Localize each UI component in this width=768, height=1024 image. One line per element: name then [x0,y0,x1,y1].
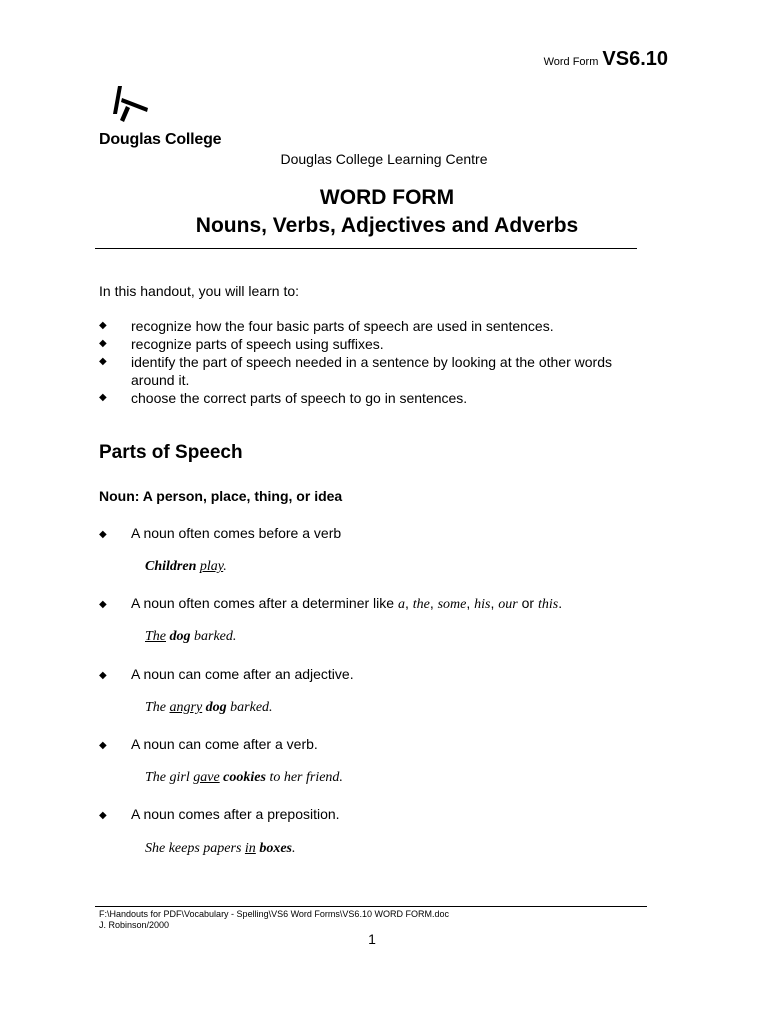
goal-item [99,317,655,335]
example-sentence [145,770,343,786]
rule-item [99,806,340,822]
example-text: The [145,700,170,715]
rule-text: A noun can come after a verb. [131,736,318,752]
diamond-bullet-icon: ◆ [99,670,107,681]
determiner-example: the [412,597,430,612]
rule-item [99,666,354,682]
college-logo-text: Douglas College [99,131,222,148]
diamond-bullet-icon: ◆ [99,338,107,349]
example-text: to her friend. [265,770,343,785]
rule-item: ◆ A noun often comes after a determiner like a, the, some, his, our or this. [99,595,563,612]
example-sentence [145,841,295,857]
diamond-bullet-icon: ◆ [99,356,107,367]
rule-text: A noun can come after an adjective. [131,666,354,682]
diamond-bullet-icon: ◆ [99,392,107,403]
or-word: or [521,595,535,611]
rule-text: A noun often comes before a verb [131,525,342,541]
section-heading: Parts of Speech [99,442,243,463]
determiner-example: some [437,597,467,612]
example-text: She keeps papers [145,841,245,856]
footer-author: J. Robinson/2000 [99,920,170,930]
goal-text: identify the part of speech needed in a sentence by looking at the other words around it. [131,354,612,388]
example-text: . [223,559,227,574]
centre-name: Douglas College Learning Centre [280,151,488,167]
determiner-example: his [474,597,491,612]
example-sentence [145,629,236,645]
diamond-bullet-icon: ◆ [99,529,107,540]
diamond-bullet-icon: ◆ [99,740,107,751]
determiner-example: this [537,597,559,612]
example-noun: dog [205,700,227,715]
diamond-bullet-icon: ◆ [99,320,107,331]
footer-divider [95,906,647,907]
document-reference [544,48,668,71]
example-noun: dog [169,629,191,644]
determiner-example: a [397,597,405,612]
example-noun: cookies [223,770,266,785]
goal-text: choose the correct parts of speech to go in sentences. [131,390,468,406]
example-noun: Children [145,559,197,574]
example-sentence [145,700,273,716]
goal-text: recognize parts of speech using suffixes. [131,336,384,352]
document-title: WORD FORM [319,186,455,209]
example-cue-word: play [199,559,224,574]
example-text: barked. [190,629,237,644]
example-sentence [145,559,227,575]
college-logo-icon [110,84,150,124]
example-noun: boxes [259,841,292,856]
rule-item [99,525,341,541]
document-subtitle: Nouns, Verbs, Adjectives and Adverbs [195,214,579,237]
diamond-bullet-icon: ◆ [99,810,107,821]
example-cue-word: The [145,629,166,644]
example-cue-word: gave [193,770,220,785]
diamond-bullet-icon: ◆ [99,599,107,610]
goal-text: recognize how the four basic parts of speech are used in sentences. [131,318,554,334]
goal-item [99,353,655,389]
page-number: 1 [368,931,376,947]
determiner-example: our [498,597,518,612]
rule-item [99,736,318,752]
goal-item [99,335,655,353]
noun-definition-heading: Noun: A person, place, thing, or idea [99,488,343,504]
example-text: barked. [226,700,273,715]
example-text: The girl [145,770,194,785]
goal-item [99,389,655,407]
intro-text: In this handout, you will learn to: [99,283,300,299]
reference-label: Word Form [543,56,599,68]
rule-text: A noun comes after a preposition. [131,806,340,822]
example-cue-word: in [244,841,256,856]
footer-file-path: F:\Handouts for PDF\Vocabulary - Spelling\VS6 Word Forms\VS6.10 WORD FORM.doc [99,909,449,919]
rule-text: A noun often comes after a determiner like [131,595,395,611]
learning-goals-list [99,317,655,407]
example-text: . [291,841,296,856]
reference-code: VS6.10 [602,48,668,70]
example-cue-word: angry [169,700,203,715]
title-divider [95,248,637,249]
